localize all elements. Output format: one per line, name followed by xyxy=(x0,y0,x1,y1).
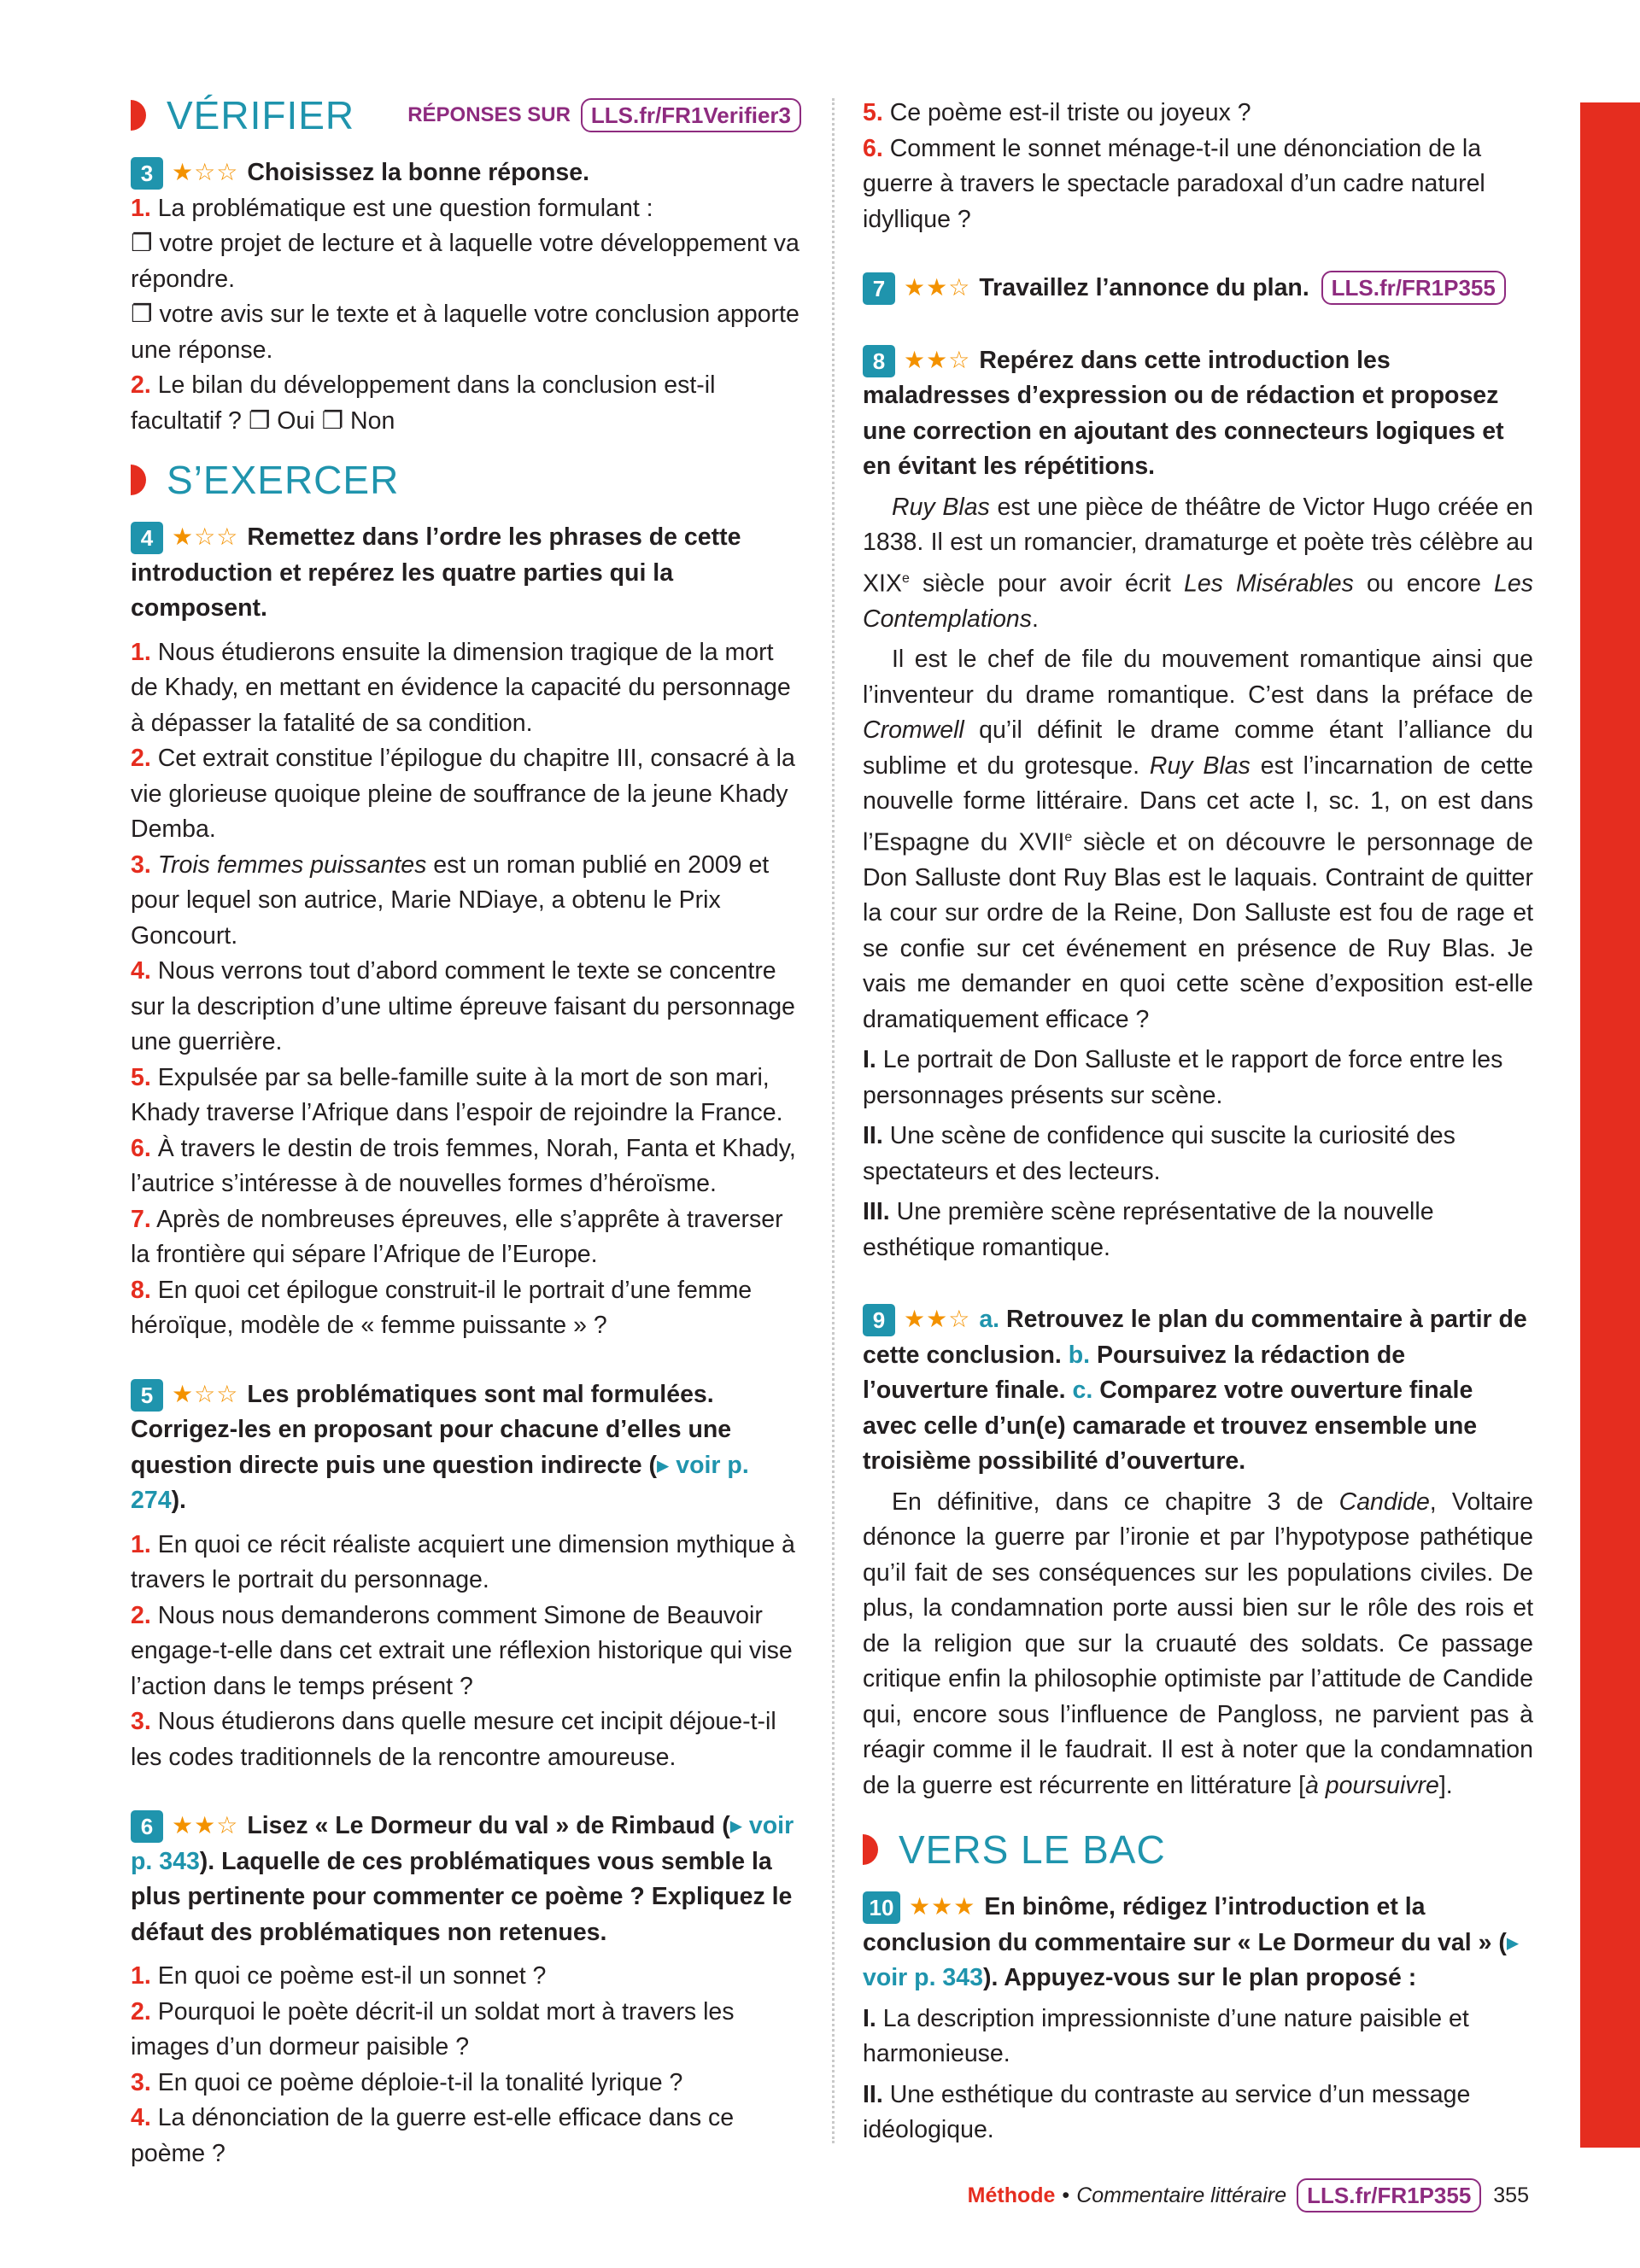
exercise-number: 8 xyxy=(863,345,895,377)
right-column xyxy=(863,96,1533,2148)
list-item: 1. En quoi ce poème est-il un sonnet ? xyxy=(131,1962,547,1990)
plan-item: II. Une esthétique du contraste au service d’un message idéologique. xyxy=(863,2080,1471,2143)
answers-ref xyxy=(407,97,801,133)
section-verifier xyxy=(131,90,801,141)
list-item: 1. En quoi ce récit réaliste acquiert une dimension mythique à travers le portrait du personnage. xyxy=(131,1530,795,1593)
checkbox-option[interactable]: ❐ votre projet de lecture et à laquelle votre développement va répondre. xyxy=(131,230,800,293)
list-item: 1. La problématique est une question formulant : xyxy=(131,194,653,222)
footer-separator: • xyxy=(1062,2183,1070,2207)
difficulty-stars-icon: ★☆☆ xyxy=(172,523,239,550)
list-item: 6. À travers le destin de trois femmes, Norah, Fanta et Khady, l’autrice s’intéresse à de nouvelles formes d’héroïsme. xyxy=(131,1134,796,1197)
difficulty-stars-icon: ★☆☆ xyxy=(172,159,239,185)
section-title: S’EXERCER xyxy=(167,458,400,502)
section-title: VERS LE BAC xyxy=(899,1827,1166,1872)
list-item: 2. Nous nous demanderons comment Simone de Beauvoir engage-t-elle dans cet extrait une réflexion historique qui vise l’action dans le temps présent ? xyxy=(131,1601,793,1700)
list-item: 5. Expulsée par sa belle-famille suite à la mort de son mari, Khady traverse l’Afrique dans l’espoir de rejoindre la France. xyxy=(131,1063,783,1126)
plan-item: I. Le portrait de Don Salluste et le rapport de force entre les personnages présents sur scène. xyxy=(863,1046,1503,1109)
list-item: 2. Cet extrait constitue l’épilogue du chapitre III, consacré à la vie glorieuse quoique pleine de souffrance de la jeune Khady Demba. xyxy=(131,745,795,843)
exercise-number: 5 xyxy=(131,1379,163,1412)
plan-item: I. La description impressionniste d’une nature paisible et harmonieuse. xyxy=(863,2004,1469,2067)
answers-label: RÉPONSES SUR xyxy=(407,103,571,127)
section-title: VÉRIFIER xyxy=(167,93,355,137)
exercise-number: 9 xyxy=(863,1304,895,1336)
footer-subtitle: Commentaire littéraire xyxy=(1076,2183,1287,2207)
exercise-8 xyxy=(863,342,1533,1266)
list-item: 4. Nous verrons tout d’abord comment le texte se concentre sur la description d’une ultime épreuve faisant du personnage une guerrière. xyxy=(131,957,795,1055)
page-footer xyxy=(968,2178,1529,2212)
exercise-4 xyxy=(131,519,801,1344)
exercise-instruction: Repérez dans cette introduction les maladresses d’expression ou de rédaction et proposez une correction en ajoutant des connecteurs logiques et en évitant les répétitions. xyxy=(863,346,1504,480)
list-item: 2. Pourquoi le poète décrit-il un soldat mort à travers les images d’un dormeur paisible ? xyxy=(131,1997,735,2060)
section-marker-icon xyxy=(863,1834,878,1865)
exercise-link[interactable]: LLS.fr/FR1P355 xyxy=(1321,271,1506,305)
plan-item: III. Une première scène représentative de la nouvelle esthétique romantique. xyxy=(863,1198,1434,1261)
exercise-10: 10 ★★★ En binôme, rédigez l’introduction et la conclusion du commentaire sur « Le Dormeur du val » (▸ voir p. 343). Appuyez-vous sur le plan proposé : I. La description impressionniste d’une nature paisible et harmonieuse. II. Une esthétique du contraste au service d’un message idéologique. xyxy=(863,1889,1533,2148)
section-vers-le-bac xyxy=(863,1824,1533,1875)
plan-item: II. Une scène de confidence qui suscite la curiosité des spectateurs et des lecteurs. xyxy=(863,1122,1456,1185)
list-item: 4. La dénonciation de la guerre est-elle efficace dans ce poème ? xyxy=(131,2104,735,2167)
exercise-number: 10 xyxy=(863,1891,900,1924)
list-item: 8. En quoi cet épilogue construit-il le portrait d’une femme héroïque, modèle de « femme puissante » ? xyxy=(131,1276,753,1339)
left-column xyxy=(131,90,801,2172)
checkbox-option[interactable]: ❐ votre avis sur le texte et à laquelle votre conclusion apporte une réponse. xyxy=(131,301,800,364)
exercise-number: 3 xyxy=(131,157,163,190)
exercise-instruction: En binôme, rédigez l’introduction et la conclusion du commentaire sur « Le Dormeur du val » ( xyxy=(863,1893,1507,1956)
page-ref-link[interactable]: ▸ voir p. 274 xyxy=(131,1451,749,1514)
page-edge-bar xyxy=(1580,102,1640,2148)
difficulty-stars-icon: ★★★ xyxy=(909,1893,976,1920)
column-divider xyxy=(832,98,835,2143)
exercise-number: 4 xyxy=(131,522,163,554)
difficulty-stars-icon: ★★☆ xyxy=(904,346,971,373)
footer-methode: Méthode xyxy=(967,2183,1056,2207)
list-item: 7. Après de nombreuses épreuves, elle s’apprête à traverser la frontière qui sépare l’Afrique de l’Europe. xyxy=(131,1205,783,1268)
page-ref-link[interactable]: ▸ voir p. 343 xyxy=(131,1812,794,1875)
exercise-instruction: Les problématiques sont mal formulées. Corrigez-les en proposant pour chacune d’elles une question directe puis une question indirecte ( xyxy=(131,1380,732,1479)
exercise-instruction: Choisissez la bonne réponse. xyxy=(247,159,589,186)
section-marker-icon xyxy=(131,465,146,495)
exercise-instruction: Travaillez l’annonce du plan. xyxy=(979,274,1309,301)
exercise-instruction: Lisez « Le Dormeur du val » de Rimbaud ( xyxy=(247,1812,730,1839)
exercise-instruction: Remettez dans l’ordre les phrases de cette introduction et repérez les quatre parties qui la composent. xyxy=(131,523,741,622)
exercise-9: 9 ★★☆ a. Retrouvez le plan du commentaire à partir de cette conclusion. b. Poursuivez la rédaction de l’ouverture finale. c. Comparez votre ouverture finale avec celle d’un(e) camarade et trouvez ensemble une troisième possibilité d’ouverture. En définitive, dans ce chapitre 3 de Candide, Voltaire dénonce la guerre par l’ironie et par l’hypotypose pathétique qu’il fait de ses conséquences sur les populations civiles. De plus, la condamnation porte aussi bien sur le rôle des rois et de la religion que sur la cruauté des soldats. Ce passage critique enfin la philosophie optimiste par l’attitude de Candide qui, encore sous l’influence de Pangloss, ne parvient pas à réagir comme il le faudrait. Il est à noter que la condamnation de la guerre est récurrente en littérature [à poursuivre]. xyxy=(863,1301,1533,1803)
list-item: 3. Trois femmes puissantes est un roman publié en 2009 et pour lequel son autrice, Marie NDiaye, a obtenu le Prix Goncourt. xyxy=(131,850,770,950)
difficulty-stars-icon: ★★☆ xyxy=(904,1306,971,1332)
text-paragraph: En définitive, dans ce chapitre 3 de Candide, Voltaire dénonce la guerre par l’ironie et par l’hypotypose pathétique qu’il fait de ses conséquences sur les populations civiles. De plus, la condamnation porte aussi bien sur le rôle des rois et de la religion que sur la cruauté des soldats. Ce passage critique enfin la philosophie optimiste par l’attitude de Candide qui, encore sous l’influence de Pangloss, ne parvient pas à réagir comme il le faudrait. Il est à noter que la condamnation de la guerre est récurrente en littérature [à poursuivre]. xyxy=(863,1488,1533,1799)
list-item: 3. En quoi ce poème déploie-t-il la tonalité lyrique ? xyxy=(131,2068,683,2096)
exercise-7 xyxy=(863,270,1533,307)
page-ref-link[interactable]: ▸ voir p. 343 xyxy=(863,1928,1520,1991)
section-marker-icon xyxy=(131,100,146,131)
exercise-number: 6 xyxy=(131,1810,163,1843)
section-sexercer xyxy=(131,454,801,506)
list-item: 6. Comment le sonnet ménage-t-il une dénonciation de la guerre à travers le spectacle paradoxal d’un cadre naturel idyllique ? xyxy=(863,134,1485,233)
text-paragraph: Il est le chef de file du mouvement romantique ainsi que l’inventeur du drame romantique. C’est dans la préface de Cromwell qu’il définit le drame comme étant l’alliance du sublime et du grotesque. Ruy Blas est l’incarnation de cette nouvelle forme littéraire. Dans cet acte I, sc. 1, on est dans l’Espagne du XVIIe siècle et on découvre le personnage de Don Salluste dont Ruy Blas est le laquais. Contraint de quitter la cour sur ordre de la Reine, Don Salluste est fou de rage et se confie sur cet événement en présence de Ruy Blas. Je vais me demander en quoi cette scène d’exposition est-elle dramatiquement efficace ? xyxy=(863,646,1533,1033)
exercise-3 xyxy=(131,155,801,439)
difficulty-stars-icon: ★★☆ xyxy=(172,1812,239,1838)
difficulty-stars-icon: ★☆☆ xyxy=(172,1380,239,1407)
answers-link[interactable]: LLS.fr/FR1Verifier3 xyxy=(581,98,801,132)
exercise-number: 7 xyxy=(863,272,895,305)
list-item: 2. Le bilan du développement dans la conclusion est-il facultatif ? ❐ Oui ❐ Non xyxy=(131,371,716,435)
exercise-5: 5 ★☆☆ Les problématiques sont mal formulées. Corrigez-les en proposant pour chacune d’elles une question directe puis une question indirecte (▸ voir p. 274). 1. En quoi ce récit réaliste acquiert une dimension mythique à travers le portrait du personnage. 2. Nous nous demanderons comment Simone de Beauvoir engage-t-elle dans cet extrait une réflexion historique qui vise l’action dans le temps présent ? 3. Nous étudierons dans quelle mesure cet incipit déjoue-t-il les codes traditionnels de la rencontre amoureuse. xyxy=(131,1377,801,1776)
exercise-6-continued xyxy=(863,96,1533,237)
footer-link[interactable]: LLS.fr/FR1P355 xyxy=(1297,2178,1481,2212)
difficulty-stars-icon: ★★☆ xyxy=(904,274,971,301)
list-item: 1. Nous étudierons ensuite la dimension tragique de la mort de Khady, en mettant en évidence la capacité du personnage à dépasser la fatalité de sa condition. xyxy=(131,638,791,737)
text-paragraph: Ruy Blas est une pièce de théâtre de Victor Hugo créée en 1838. Il est un romancier, dramaturge et poète très célèbre au XIXe siècle pour avoir écrit Les Misérables ou encore Les Contemplations. xyxy=(863,493,1533,633)
exercise-6: 6 ★★☆ Lisez « Le Dormeur du val » de Rimbaud (▸ voir p. 343). Laquelle de ces problématiques vous semble la plus pertinente pour commenter ce poème ? Expliquez le défaut des problématiques non retenues. 1. En quoi ce poème est-il un sonnet ? 2. Pourquoi le poète décrit-il un soldat mort à travers les images d’un dormeur paisible ? 3. En quoi ce poème déploie-t-il la tonalité lyrique ? 4. La dénonciation de la guerre est-elle efficace dans ce poème ? xyxy=(131,1808,801,2172)
page-number: 355 xyxy=(1493,2183,1529,2207)
list-item: 3. Nous étudierons dans quelle mesure cet incipit déjoue-t-il les codes traditionnels de la rencontre amoureuse. xyxy=(131,1708,776,1771)
list-item: 5. Ce poème est-il triste ou joyeux ? xyxy=(863,99,1251,126)
